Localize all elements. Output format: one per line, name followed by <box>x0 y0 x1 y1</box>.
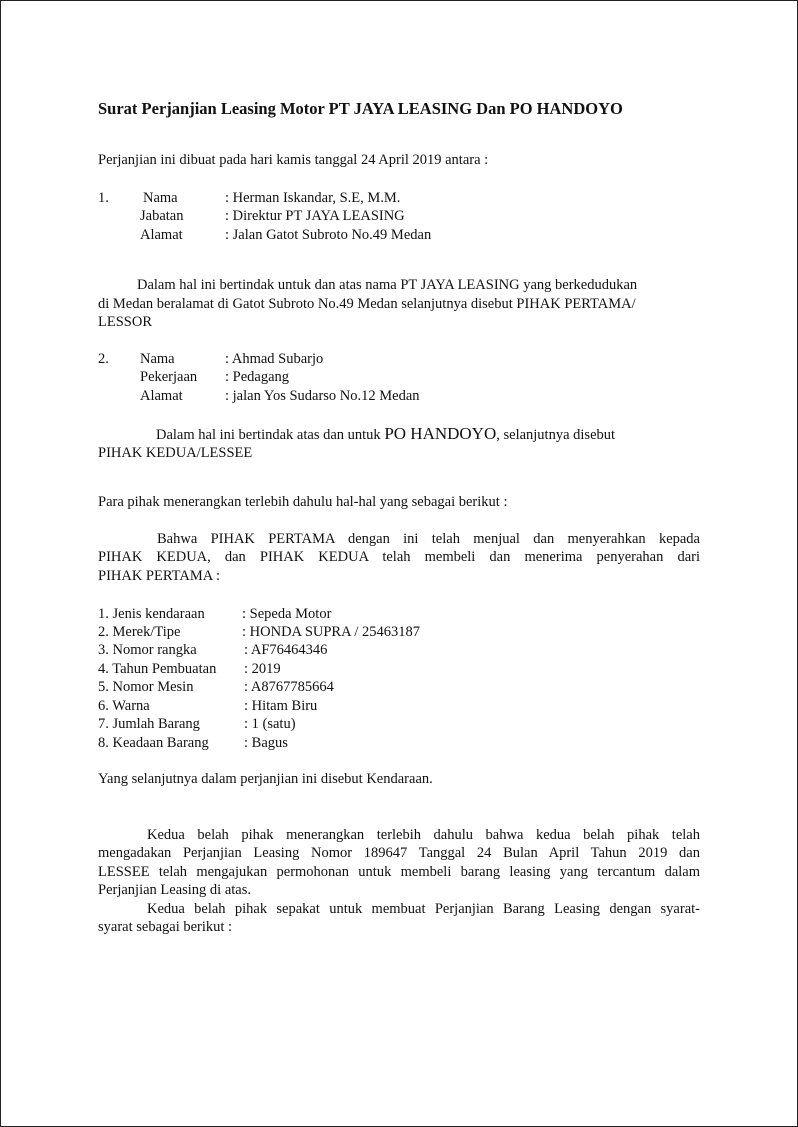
vehicle-item-value: : Sepeda Motor <box>242 606 332 622</box>
vehicle-item-label: 3. Nomor rangka <box>98 642 197 658</box>
party1-position-value: : Direktur PT JAYA LEASING <box>225 208 405 224</box>
party1-position-label: Jabatan <box>140 208 184 224</box>
statement-line2: PIHAK KEDUA, dan PIHAK KEDUA telah membeli dan menerima penyerahan dari <box>98 549 700 565</box>
party2-paragraph-line2: PIHAK KEDUA/LESSEE <box>98 445 253 461</box>
vehicle-item-value: : Hitam Biru <box>244 698 318 714</box>
vehicle-item-value: : AF76464346 <box>244 642 328 658</box>
vehicle-item-label: 6. Warna <box>98 698 150 714</box>
vehicle-item-label: 1. Jenis kendaraan <box>98 606 205 622</box>
party1-address-value: : Jalan Gatot Subroto No.49 Medan <box>225 227 432 243</box>
party1-name-value: : Herman Iskandar, S.E, M.M. <box>225 190 401 206</box>
statement-line1: Bahwa PIHAK PERTAMA dengan ini telah menjual dan menyerahkan kepada <box>157 531 700 547</box>
party2-name-value: : Ahmad Subarjo <box>225 351 324 367</box>
party1-name-label: Nama <box>143 190 178 206</box>
party2-address-label: Alamat <box>140 388 183 404</box>
closing-para1-line2: mengadakan Perjanjian Leasing Nomor 189647 Tanggal 24 Bulan April Tahun 2019 dan <box>98 845 700 861</box>
vehicle-item-label: 8. Keadaan Barang <box>98 735 209 751</box>
party1-number: 1. <box>98 190 109 206</box>
closing-para1-line3: LESSEE telah mengajukan permohonan untuk membeli barang leasing yang tercantum dalam <box>98 864 700 880</box>
closing-para1-line4: Perjanjian Leasing di atas. <box>98 882 252 898</box>
closing-para1-line1: Kedua belah pihak menerangkan terlebih dahulu bahwa kedua belah pihak telah <box>147 827 700 843</box>
party2-company-name: PO HANDOYO <box>384 424 497 443</box>
vehicle-item-value: : HONDA SUPRA / 25463187 <box>242 624 421 640</box>
party1-paragraph-line2: di Medan beralamat di Gatot Subroto No.49 Medan selanjutnya disebut PIHAK PERTAMA/ <box>98 296 636 312</box>
party2-job-value: : Pedagang <box>225 369 290 385</box>
vehicle-item-label: 4. Tahun Pembuatan <box>98 661 217 677</box>
vehicle-note: Yang selanjutnya dalam perjanjian ini disebut Kendaraan. <box>98 771 433 787</box>
party2-paragraph-line1 <box>156 425 615 444</box>
party2-job-label: Pekerjaan <box>140 369 198 385</box>
party1-paragraph-line1: Dalam hal ini bertindak untuk dan atas nama PT JAYA LEASING yang berkedudukan <box>137 277 638 293</box>
closing-para2-line2: syarat sebagai berikut : <box>98 919 233 935</box>
party2-number: 2. <box>98 351 109 367</box>
intro-text: Perjanjian ini dibuat pada hari kamis tanggal 24 April 2019 antara : <box>98 152 489 168</box>
party2-address-value: : jalan Yos Sudarso No.12 Medan <box>225 388 420 404</box>
document-title: Surat Perjanjian Leasing Motor PT JAYA LEASING Dan PO HANDOYO <box>98 99 623 118</box>
party2-paragraph-part-c: , selanjutnya disebut <box>496 427 616 443</box>
vehicle-item-value: : 1 (satu) <box>244 716 296 732</box>
statement-intro: Para pihak menerangkan terlebih dahulu hal-hal yang sebagai berikut : <box>98 494 508 510</box>
vehicle-item-label: 5. Nomor Mesin <box>98 679 194 695</box>
vehicle-item-label: 7. Jumlah Barang <box>98 716 200 732</box>
closing-para2-line1: Kedua belah pihak sepakat untuk membuat Perjanjian Barang Leasing dengan syarat- <box>147 901 700 917</box>
statement-line3: PIHAK PERTAMA : <box>98 568 221 584</box>
party1-address-label: Alamat <box>140 227 183 243</box>
vehicle-item-value: : 2019 <box>244 661 281 677</box>
party2-paragraph-part-a: Dalam hal ini bertindak atas dan untuk <box>156 427 381 443</box>
party1-paragraph-line3: LESSOR <box>98 314 152 330</box>
vehicle-item-label: 2. Merek/Tipe <box>98 624 181 640</box>
vehicle-item-value: : A8767785664 <box>244 679 334 695</box>
party2-name-label: Nama <box>140 351 175 367</box>
vehicle-item-value: : Bagus <box>244 735 288 751</box>
